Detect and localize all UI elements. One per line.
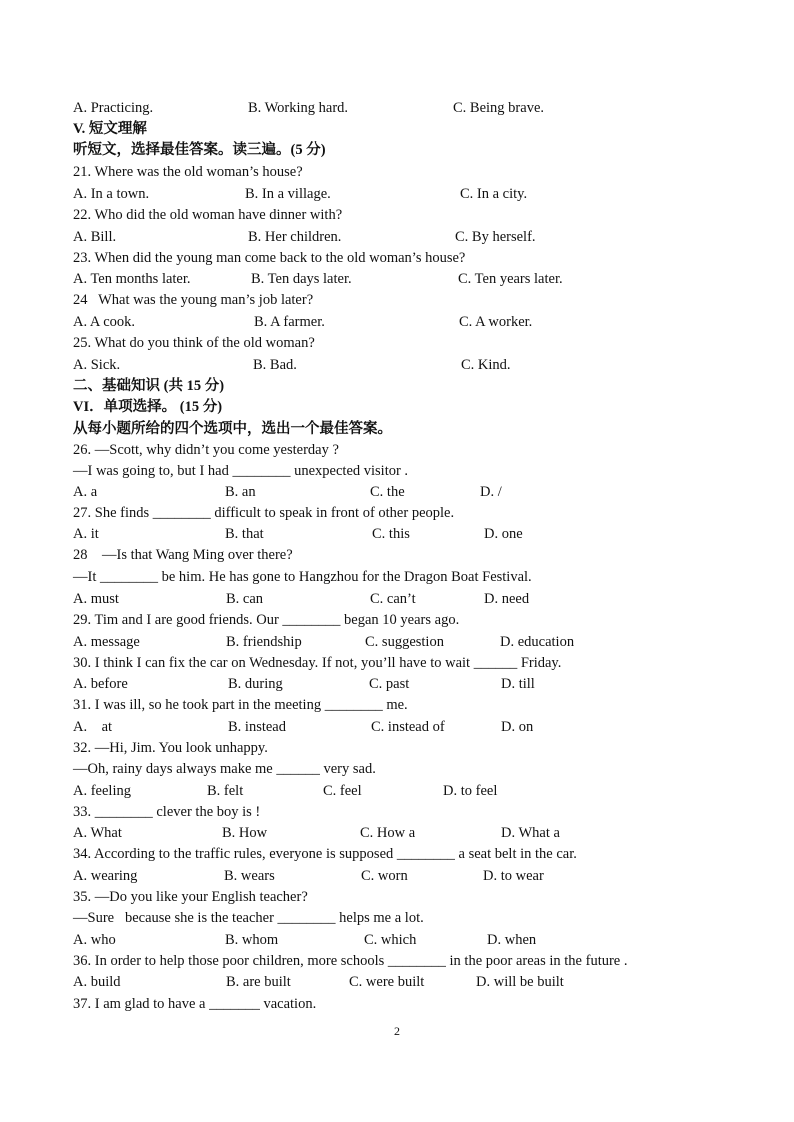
q21-option-a: A. In a town.	[73, 186, 150, 202]
q20-option-c: C. Being brave.	[453, 100, 545, 116]
q33-option-b: B. How	[222, 825, 268, 841]
q31-option-c: C. instead of	[371, 719, 445, 735]
q31-option-a: A. at	[73, 719, 113, 735]
q33-option-c: C. How a	[360, 825, 416, 841]
q29-option-a: A. message	[73, 634, 140, 650]
q27-option-a: A. it	[73, 526, 99, 542]
q24-option-c: C. A worker.	[459, 314, 533, 330]
question-25: 25. What do you think of the old woman?	[73, 335, 315, 351]
q34-option-b: B. wears	[224, 868, 275, 884]
q23-option-a: A. Ten months later.	[73, 271, 191, 287]
question-35-line-2: —Sure because she is the teacher ________ helps me a lot.	[73, 910, 424, 926]
question-28-line-2: —It ________ be him. He has gone to Hangzhou for the Dragon Boat Festival.	[73, 569, 532, 585]
question-32-line-1: 32. —Hi, Jim. You look unhappy.	[73, 740, 268, 756]
q32-option-c: C. feel	[323, 783, 362, 799]
section-6-instruction: 从每小题所给的四个选项中，选出一个最佳答案。	[73, 421, 392, 437]
q27-option-c: C. this	[372, 526, 410, 542]
q27-option-b: B. that	[225, 526, 264, 542]
q32-option-d: D. to feel	[443, 783, 498, 799]
q22-option-b: B. Her children.	[248, 229, 342, 245]
q26-option-b: B. an	[225, 484, 256, 500]
section-5-instruction: 听短文，选择最佳答案。读三遍。(5 分)	[73, 142, 326, 158]
q29-option-c: C. suggestion	[365, 634, 444, 650]
q29-option-b: B. friendship	[226, 634, 302, 650]
q20-option-b: B. Working hard.	[248, 100, 349, 116]
question-30: 30. I think I can fix the car on Wednesday. If not, you’ll have to wait ______ Friday.	[73, 655, 562, 671]
question-35-line-1: 35. —Do you like your English teacher?	[73, 889, 308, 905]
q31-option-d: D. on	[501, 719, 534, 735]
q28-option-a: A. must	[73, 591, 119, 607]
q35-option-b: B. whom	[225, 932, 279, 948]
question-36: 36. In order to help those poor children, more schools ________ in the poor areas in the future .	[73, 953, 628, 969]
q28-option-d: D. need	[484, 591, 530, 607]
q31-option-b: B. instead	[228, 719, 286, 735]
q30-option-c: C. past	[369, 676, 410, 692]
q23-option-b: B. Ten days later.	[251, 271, 352, 287]
q30-option-b: B. during	[228, 676, 283, 692]
q29-option-d: D. education	[500, 634, 575, 650]
q30-option-d: D. till	[501, 676, 535, 692]
q26-option-d: D. /	[480, 484, 502, 500]
question-23: 23. When did the young man come back to the old woman’s house?	[73, 250, 466, 266]
q20-option-a: A. Practicing.	[73, 100, 154, 116]
question-37: 37. I am glad to have a _______ vacation.	[73, 996, 317, 1012]
question-32-line-2: —Oh, rainy days always make me ______ very sad.	[73, 761, 376, 777]
q28-option-c: C. can’t	[370, 591, 416, 607]
question-24: 24 What was the young man’s job later?	[73, 292, 314, 308]
q35-option-a: A. who	[73, 932, 116, 948]
q36-option-a: A. build	[73, 974, 121, 990]
question-21: 21. Where was the old woman’s house?	[73, 164, 303, 180]
q27-option-d: D. one	[484, 526, 523, 542]
q34-option-d: D. to wear	[483, 868, 544, 884]
q25-option-c: C. Kind.	[461, 357, 511, 373]
part-2-title: 二、基础知识 (共 15 分)	[73, 378, 225, 394]
q36-option-c: C. were built	[349, 974, 425, 990]
question-22: 22. Who did the old woman have dinner with?	[73, 207, 343, 223]
q35-option-d: D. when	[487, 932, 537, 948]
q33-option-a: A. What	[73, 825, 122, 841]
question-26-line-1: 26. —Scott, why didn’t you come yesterday ?	[73, 442, 339, 458]
question-29: 29. Tim and I are good friends. Our ________ began 10 years ago.	[73, 612, 460, 628]
q35-option-c: C. which	[364, 932, 417, 948]
section-6-title: VI．单项选择。 (15 分)	[73, 399, 223, 415]
q36-option-b: B. are built	[226, 974, 291, 990]
q21-option-c: C. In a city.	[460, 186, 528, 202]
q23-option-c: C. Ten years later.	[458, 271, 563, 287]
question-26-line-2: —I was going to, but I had ________ unexpected visitor .	[73, 463, 409, 479]
q30-option-a: A. before	[73, 676, 128, 692]
q25-option-a: A. Sick.	[73, 357, 121, 373]
q32-option-b: B. felt	[207, 783, 244, 799]
q24-option-a: A. A cook.	[73, 314, 136, 330]
section-5-title: V. 短文理解	[73, 121, 147, 137]
q22-option-a: A. Bill.	[73, 229, 117, 245]
q26-option-a: A. a	[73, 484, 98, 500]
q32-option-a: A. feeling	[73, 783, 131, 799]
question-28-line-1: 28 —Is that Wang Ming over there?	[73, 547, 293, 563]
q25-option-b: B. Bad.	[253, 357, 297, 373]
question-34: 34. According to the traffic rules, everyone is supposed ________ a seat belt in the car.	[73, 846, 577, 862]
q28-option-b: B. can	[226, 591, 264, 607]
q21-option-b: B. In a village.	[245, 186, 331, 202]
q26-option-c: C. the	[370, 484, 405, 500]
question-31: 31. I was ill, so he took part in the meeting ________ me.	[73, 697, 408, 713]
page-number: 2	[394, 1024, 400, 1038]
question-27: 27. She finds ________ difficult to speak in front of other people.	[73, 505, 455, 521]
q24-option-b: B. A farmer.	[254, 314, 325, 330]
question-33: 33. ________ clever the boy is !	[73, 804, 261, 820]
q34-option-c: C. worn	[361, 868, 408, 884]
q22-option-c: C. By herself.	[455, 229, 536, 245]
q34-option-a: A. wearing	[73, 868, 138, 884]
q33-option-d: D. What a	[501, 825, 560, 841]
q36-option-d: D. will be built	[476, 974, 564, 990]
